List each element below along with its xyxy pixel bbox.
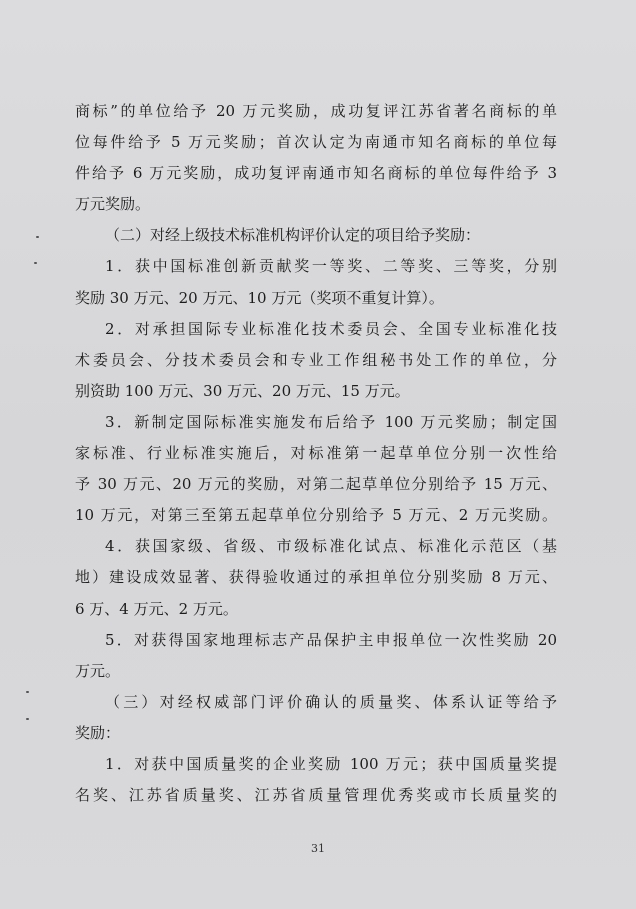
text-line-23: 名奖、江苏省质量奖、江苏省质量管理优秀奖或市长质量奖的: [75, 786, 557, 805]
binding-hole-mark: [36, 236, 39, 238]
text-line-7: 奖励 30 万元、20 万元、10 万元（奖项不重复计算）。: [75, 288, 444, 307]
page-number: 31: [311, 842, 325, 855]
text-line-1: 商标”的单位给予 20 万元奖励，成功复评江苏省著名商标的单: [75, 102, 557, 120]
text-line-16: 地）建设成效显著、获得验收通过的承担单位分别奖励 8 万元、: [75, 568, 557, 587]
text-line-13: 予 30 万元、20 万元的奖励，对第二起草单位分别给予 15 万元、: [75, 475, 557, 494]
text-line-21: 奖励：: [75, 723, 121, 742]
text-line-15: 4．获国家级、省级、市级标准化试点、标准化示范区（基: [105, 537, 557, 556]
text-line-19: 万元。: [75, 661, 121, 680]
text-line-14: 10 万元，对第三至第五起草单位分别给予 5 万元、2 万元奖励。: [75, 506, 557, 525]
binding-hole-mark: [26, 718, 29, 720]
document-body: [75, 96, 557, 811]
binding-hole-mark: [34, 262, 37, 264]
text-line-6: 1．获中国标准创新贡献奖一等奖、二等奖、三等奖，分别: [105, 257, 557, 276]
section-heading-3: （三）对经权威部门评价确认的质量奖、体系认证等给予: [105, 692, 557, 711]
text-line-11: 3．新制定国际标准实施发布后给予 100 万元奖励；制定国: [105, 412, 557, 431]
text-line-3: 件给予 6 万元奖励，成功复评南通市知名商标的单位每件给予 3: [75, 164, 557, 183]
text-line-18: 5．对获得国家地理标志产品保护主申报单位一次性奖励 20: [105, 630, 557, 649]
section-heading-2: （二）对经上级技术标准机构评价认定的项目给予奖励：: [105, 226, 481, 245]
text-line-17: 6 万、4 万元、2 万元。: [75, 599, 238, 618]
binding-hole-mark: [26, 691, 29, 693]
text-line-10: 别资助 100 万元、30 万元、20 万元、15 万元。: [75, 381, 410, 400]
text-line-9: 术委员会、分技术委员会和专业工作组秘书处工作的单位，分: [75, 350, 557, 369]
text-line-8: 2．对承担国际专业标准化技术委员会、全国专业标准化技: [105, 319, 557, 338]
text-line-2: 位每件给予 5 万元奖励；首次认定为南通市知名商标的单位每: [75, 133, 557, 152]
text-line-22: 1．对获中国质量奖的企业奖励 100 万元；获中国质量奖提: [105, 754, 557, 773]
text-line-12: 家标准、行业标准实施后，对标准第一起草单位分别一次性给: [75, 444, 557, 463]
text-line-4: 万元奖励。: [75, 195, 151, 214]
